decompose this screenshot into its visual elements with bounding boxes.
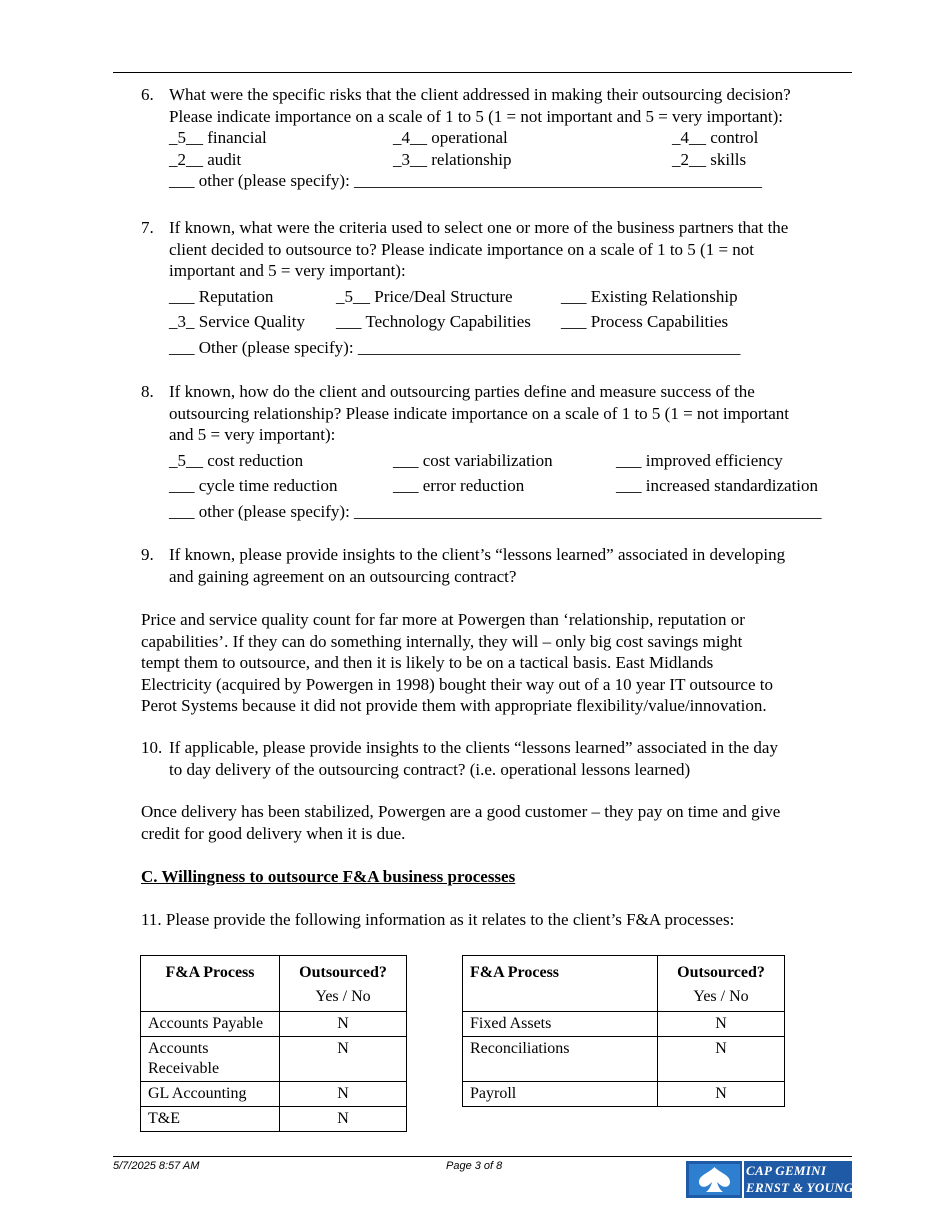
- table-row: [463, 1037, 785, 1082]
- outsourced-value: N: [280, 1012, 407, 1037]
- question-text: important and 5 = very important):: [169, 261, 406, 280]
- section-heading: C. Willingness to outsource F&A business processes: [141, 867, 516, 886]
- question-6: [141, 84, 852, 192]
- answer-line: capabilities’. If they can do something internally, they will – only big cost savings might: [141, 631, 743, 651]
- answer-9: [141, 609, 852, 717]
- rating-item: ___ Reputation: [169, 286, 274, 306]
- answer-line: credit for good delivery when it is due.: [141, 823, 406, 843]
- question-text: Please indicate importance on a scale of 1 to 5 (1 = not important and 5 = very important):: [169, 106, 784, 126]
- rating-row: [169, 450, 852, 472]
- rating-item: _2__ audit: [169, 149, 242, 169]
- footer-date: 5/7/2025 8:57 AM: [113, 1160, 200, 1172]
- other-specify-line: ___ other (please specify): _______________________________________________________: [169, 501, 822, 521]
- question-text: outsourcing relationship? Please indicate importance on a scale of 1 to 5 (1 = not important: [169, 403, 790, 423]
- table-header-row: [141, 956, 407, 1012]
- rating-row: [169, 311, 852, 333]
- rating-item: ___ error reduction: [393, 476, 525, 495]
- logo-text-line2: ERNST & YOUNG: [746, 1180, 854, 1195]
- footer-rule: [113, 1156, 852, 1157]
- outsourced-value: N: [280, 1037, 407, 1082]
- rating-item: _4__ control: [672, 128, 759, 147]
- table-header-row: [463, 956, 785, 1012]
- rating-row: [169, 127, 852, 149]
- table-row: [141, 1107, 407, 1132]
- question-8: [141, 381, 852, 522]
- table-row: [141, 1082, 407, 1107]
- rating-item: _5__ cost reduction: [169, 450, 304, 470]
- logo-text-line1: CAP GEMINI: [746, 1163, 827, 1178]
- rating-item: ___ cost variabilization: [393, 450, 553, 470]
- question-text: What were the specific risks that the client addressed in making their outsourcing decision?: [169, 85, 791, 104]
- other-specify-line: ___ Other (please specify): _____________________________________________: [169, 337, 741, 357]
- table-row: [463, 1012, 785, 1037]
- company-logo: [686, 1161, 852, 1198]
- process-name: Accounts Payable: [141, 1012, 280, 1037]
- question-11: 11. Please provide the following information as it relates to the client’s F&A processes:: [141, 910, 735, 929]
- rating-item: ___ Process Capabilities: [561, 312, 729, 331]
- rating-item: _5__ financial: [169, 128, 267, 147]
- question-9: [141, 544, 852, 587]
- question-text: client decided to outsource to? Please indicate importance on a scale of 1 to 5 (1 = not: [169, 239, 755, 259]
- table-row: [141, 1037, 407, 1082]
- question-text: If known, please provide insights to the client’s “lessons learned” associated in developing: [169, 545, 786, 564]
- column-header-sub: Yes / No: [693, 988, 749, 1005]
- column-header-label: Outsourced?: [299, 964, 387, 981]
- fa-process-table-left: [140, 955, 407, 1132]
- column-header: [658, 956, 785, 1012]
- question-text: If applicable, please provide insights to the clients “lessons learned” associated in the day: [169, 738, 778, 757]
- process-name: Accounts Receivable: [141, 1037, 280, 1082]
- logo-divider: [742, 1161, 744, 1198]
- table-row: [463, 1082, 785, 1107]
- process-name: Fixed Assets: [463, 1012, 658, 1037]
- process-name: Reconciliations: [463, 1037, 658, 1082]
- question-text: If known, what were the criteria used to select one or more of the business partners that the: [169, 218, 789, 237]
- spade-emblem-icon: [689, 1164, 740, 1195]
- answer-line: Once delivery has been stabilized, Powergen are a good customer – they pay on time and give: [141, 802, 781, 821]
- question-number: 8.: [141, 382, 154, 401]
- answer-line: Price and service quality count for far more at Powergen than ‘relationship, reputation or: [141, 610, 745, 629]
- answer-10: [141, 801, 852, 844]
- column-header-label: Outsourced?: [677, 964, 765, 981]
- outsourced-value: N: [280, 1082, 407, 1107]
- rating-item: ___ cycle time reduction: [169, 476, 338, 495]
- question-number: 9.: [141, 545, 154, 564]
- header-rule: [113, 72, 852, 73]
- rating-item: ___ increased standardization: [616, 476, 819, 495]
- footer-page-number: Page 3 of 8: [446, 1160, 503, 1172]
- fa-process-table-right: [462, 955, 785, 1107]
- rating-row: [169, 286, 852, 308]
- column-header-sub: Yes / No: [315, 988, 371, 1005]
- question-text: to day delivery of the outsourcing contract? (i.e. operational lessons learned): [169, 759, 691, 779]
- question-number: 6.: [141, 85, 154, 104]
- table-row: [141, 1012, 407, 1037]
- other-specify-line: ___ other (please specify): ________________________________________________: [169, 171, 763, 190]
- rating-item: ___ Existing Relationship: [561, 286, 738, 306]
- rating-item: _5__ Price/Deal Structure: [336, 286, 513, 306]
- question-text: and gaining agreement on an outsourcing contract?: [169, 566, 517, 586]
- rating-row: [169, 475, 852, 497]
- process-name: GL Accounting: [141, 1082, 280, 1107]
- column-header: F&A Process: [463, 956, 658, 1012]
- rating-item: _3__ relationship: [393, 149, 512, 169]
- outsourced-value: N: [658, 1037, 785, 1082]
- outsourced-value: N: [658, 1012, 785, 1037]
- process-name: T&E: [141, 1107, 280, 1132]
- process-name: Payroll: [463, 1082, 658, 1107]
- question-number: 7.: [141, 218, 154, 237]
- rating-item: ___ Technology Capabilities: [336, 312, 531, 331]
- answer-line: Perot Systems because it did not provide them with appropriate flexibility/value/innovation.: [141, 696, 767, 715]
- outsourced-value: N: [280, 1107, 407, 1132]
- column-header: F&A Process: [141, 956, 280, 1012]
- question-text: and 5 = very important):: [169, 425, 336, 444]
- rating-item: ___ improved efficiency: [616, 450, 783, 470]
- question-number: 10.: [141, 738, 163, 757]
- answer-line: tempt them to outsource, and then it is likely to be on a tactical basis. East Midlands: [141, 653, 714, 672]
- rating-row: [169, 149, 852, 171]
- rating-item: _2__ skills: [672, 149, 747, 169]
- question-7: [141, 217, 852, 358]
- question-text: If known, how do the client and outsourcing parties define and measure success of the: [169, 382, 755, 401]
- column-header: [280, 956, 407, 1012]
- rating-item: _4__ operational: [393, 128, 508, 147]
- rating-item: _3_ Service Quality: [169, 312, 305, 331]
- outsourced-value: N: [658, 1082, 785, 1107]
- question-10: [141, 737, 852, 780]
- answer-line: Electricity (acquired by Powergen in 1998) bought their way out of a 10 year IT outsource to: [141, 674, 773, 694]
